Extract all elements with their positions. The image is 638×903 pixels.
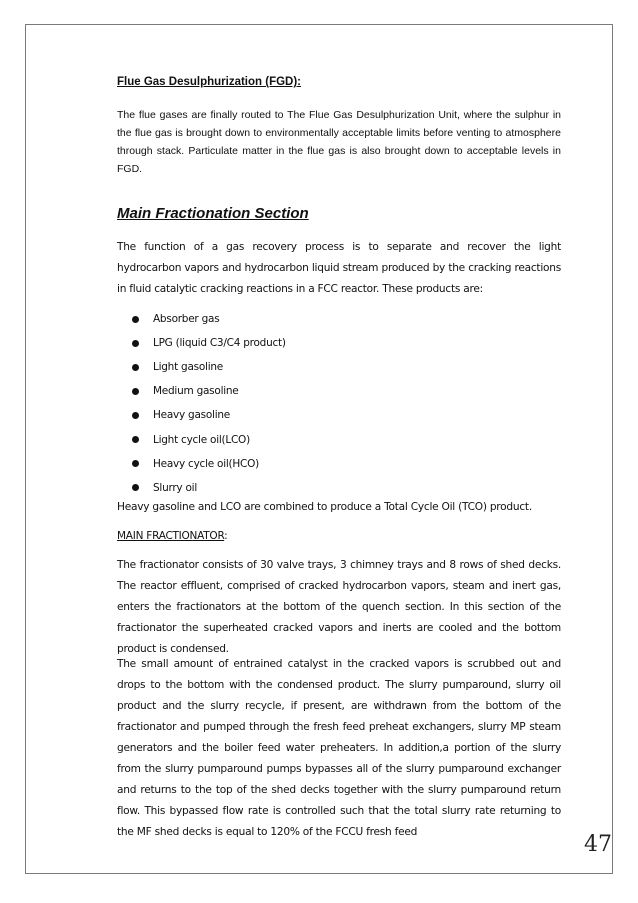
main-fractionation-heading: Main Fractionation Section — [117, 205, 309, 222]
list-item — [132, 307, 286, 331]
product-label: Heavy gasoline — [153, 409, 230, 422]
product-label: Medium gasoline — [153, 385, 239, 398]
list-item — [132, 427, 286, 451]
gas-recovery-paragraph: The function of a gas recovery process is to separate and recover the light hydrocarbon vapors and hydrocarbon liquid stream produced by the cracking reactions in fluid catalytic cracking reactions in a FCC reactor. These products are: — [117, 241, 561, 295]
product-label: Light cycle oil(LCO) — [153, 433, 250, 446]
list-item — [132, 355, 286, 379]
fractionator-paragraph-2: The small amount of entrained catalyst in the cracked vapors is scrubbed out and drops to the bottom with the condensed product. The slurry pumparound, slurry oil product and the slurry recycle, if present, are withdrawn from the bottom of the fractionator and pumped through the fresh feed preheat exchangers, slurry MP steam generators and the boiler feed water preheaters. In addition,a portion of the slurry from the slurry pumparound pumps bypasses all of the slurry pumparound exchanger and returns to the top of the shed decks together with the slurry pumparound return flow. This bypassed flow rate is controlled such that the total slurry rate returning to the MF shed decks is equal to 120% of the FCCU fresh feed — [117, 658, 561, 838]
list-item — [132, 331, 286, 355]
list-item — [132, 379, 286, 403]
bullet-icon — [132, 484, 139, 491]
main-fractionator-colon: : — [224, 530, 228, 542]
fgd-paragraph: The flue gases are finally routed to The Flue Gas Desulphurization Unit, where the sulphur in the flue gas is brought down to environmentally acceptable limits before venting to atmosphere through stack. Particulate matter in the flue gas is also brought down to acceptable levels in FGD. — [117, 109, 561, 175]
product-label: LPG (liquid C3/C4 product) — [153, 337, 286, 350]
bullet-icon — [132, 460, 139, 467]
product-label: Heavy cycle oil(HCO) — [153, 457, 259, 470]
bullet-icon — [132, 340, 139, 347]
main-fractionator-title: MAIN FRACTIONATOR — [117, 530, 225, 542]
bullet-icon — [132, 316, 139, 323]
bullet-icon — [132, 388, 139, 395]
page-number: 47 — [584, 832, 612, 857]
product-label: Slurry oil — [153, 481, 197, 494]
fgd-heading: Flue Gas Desulphurization (FGD): — [117, 76, 302, 88]
fractionator-paragraph-1: The fractionator consists of 30 valve trays, 3 chimney trays and 8 rows of shed decks. The reactor effluent, comprised of cracked hydrocarbon vapors, steam and inert gas, enters the fractionators at the bottom of the quench section. In this section of the fractionator the superheated cracked vapors and inerts are cooled and the bottom product is condensed. — [117, 559, 561, 655]
bullet-icon — [132, 412, 139, 419]
product-label: Light gasoline — [153, 361, 223, 374]
products-list — [132, 307, 286, 500]
list-item — [132, 452, 286, 476]
bullet-icon — [132, 364, 139, 371]
tco-paragraph: Heavy gasoline and LCO are combined to produce a Total Cycle Oil (TCO) product. — [117, 501, 532, 513]
main-fractionator-heading — [117, 526, 227, 547]
product-label: Absorber gas — [153, 313, 220, 326]
list-item — [132, 403, 286, 427]
bullet-icon — [132, 436, 139, 443]
